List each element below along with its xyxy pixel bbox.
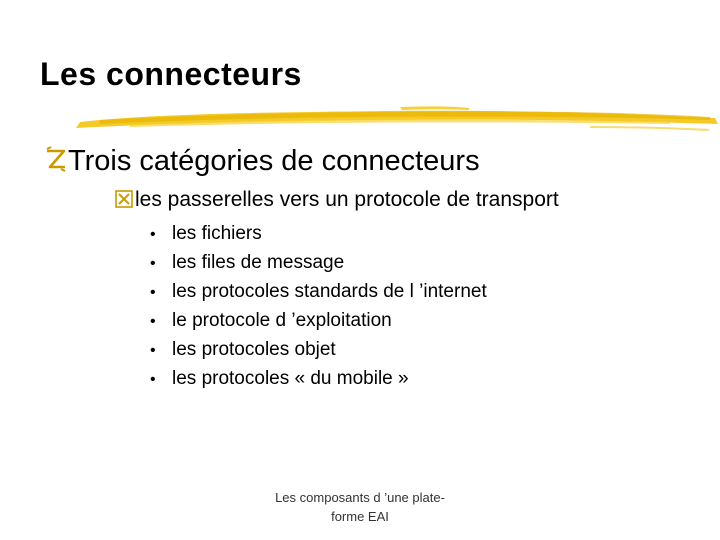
list-item bbox=[150, 335, 487, 364]
bullet-dot-icon: • bbox=[150, 284, 156, 301]
level2-bullet bbox=[115, 187, 559, 212]
title-underline-brushstroke bbox=[70, 100, 720, 134]
footer-line-2: forme EAI bbox=[331, 509, 389, 524]
bullet-dot-icon: • bbox=[150, 255, 156, 272]
z-dingbat-bullet-icon bbox=[44, 145, 68, 173]
list-item-text: le protocole d ’exploitation bbox=[172, 310, 392, 331]
level1-text: Trois catégories de connecteurs bbox=[68, 145, 480, 177]
list-item-text: les protocoles standards de l ’internet bbox=[172, 281, 487, 302]
slide-title: Les connecteurs bbox=[40, 56, 302, 92]
list-item bbox=[150, 219, 487, 248]
bullet-dot-icon: • bbox=[150, 342, 156, 359]
level3-list bbox=[150, 219, 487, 393]
list-item bbox=[150, 248, 487, 277]
list-item bbox=[150, 364, 487, 393]
slide-footer bbox=[240, 488, 480, 526]
x-box-bullet-icon bbox=[115, 190, 133, 208]
bullet-dot-icon: • bbox=[150, 313, 156, 330]
level2-text: les passerelles vers un protocole de transport bbox=[135, 188, 559, 211]
list-item-text: les fichiers bbox=[172, 223, 262, 244]
list-item-text: les protocoles « du mobile » bbox=[172, 368, 409, 389]
footer-line-1: Les composants d ’une plate- bbox=[275, 490, 445, 505]
list-item-text: les files de message bbox=[172, 252, 345, 273]
list-item-text: les protocoles objet bbox=[172, 339, 336, 360]
bullet-dot-icon: • bbox=[150, 371, 156, 388]
level1-bullet bbox=[44, 144, 480, 179]
list-item bbox=[150, 306, 487, 335]
list-item bbox=[150, 277, 487, 306]
bullet-dot-icon: • bbox=[150, 226, 156, 243]
